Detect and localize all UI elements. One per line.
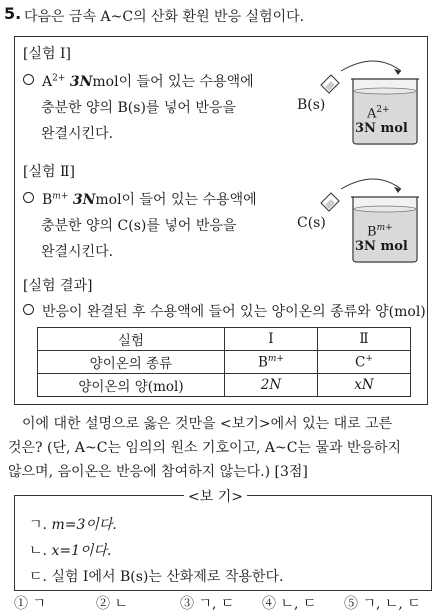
choice-1[interactable]: ① ㄱ [14, 596, 46, 612]
experiment1-heading: [실험 Ⅰ] [23, 46, 71, 62]
table-cell: $B^{m+}$ [224, 351, 317, 374]
bullet-icon [23, 74, 34, 85]
table-cell: 양이온의 양(mol) [38, 374, 225, 397]
instruction-line3: 않으며, 음이온은 반응에 참여하지 않는다.) [3점] [8, 464, 308, 480]
experiment1-solid-label: B(s) [297, 97, 326, 113]
table-cell: C+ [317, 351, 410, 374]
experiment2-heading: [실험 Ⅱ] [23, 164, 75, 180]
choice-3[interactable]: ③ ㄱ, ㄷ [180, 596, 235, 612]
question-number: 5. [4, 4, 22, 23]
metal-chip-icon [321, 193, 339, 211]
instruction-line2: 것은? (단, A~C는 임의의 원소 기호이고, A~C는 물과 반응하지 [8, 440, 402, 456]
experiment2-beaker-ion: $B^{m+}$ [367, 223, 393, 240]
experiment1-line2: 충분한 양의 B(s)를 넣어 반응을 [41, 100, 236, 116]
arrow-curve [341, 179, 401, 189]
experiment1-line3: 완결시킨다. [41, 126, 114, 142]
choice-4[interactable]: ④ ㄴ, ㄷ [262, 596, 317, 612]
experiment1-line1: $A^{2+}$ 3Nmol이 들어 있는 수용액에 [23, 71, 254, 91]
instruction-line1: 이에 대한 설명으로 옳은 것만을 <보기>에서 있는 대로 고른 [22, 416, 393, 432]
experiment2-line2: 충분한 양의 C(s)를 넣어 반응을 [41, 218, 237, 234]
experiment2-line1: $B^{m+}$ 3Nmol이 들어 있는 수용액에 [23, 189, 257, 209]
results-table [37, 327, 411, 397]
experiment2-line3: 완결시킨다. [41, 244, 114, 260]
question-stem: 다음은 금속 A~C의 산화 환원 반응 실험이다. [24, 9, 305, 25]
table-row [38, 374, 411, 397]
table-cell: 2N [224, 374, 317, 397]
bullet-icon [23, 304, 34, 315]
table-header-cell: Ⅰ [224, 328, 317, 351]
bogi-item: ㄱ. m=3이다. [29, 517, 117, 533]
bullet-icon [23, 192, 34, 203]
instruction-paragraph [8, 412, 433, 484]
experiment1-beaker-amount: 3N mol [355, 121, 408, 136]
bogi-item: ㄷ. 실험 Ⅰ에서 B(s)는 산화제로 작용한다. [29, 569, 284, 585]
table-cell: 양이온의 종류 [38, 351, 225, 374]
bogi-item: ㄴ. x=1이다. [29, 543, 112, 559]
table-cell: xN [317, 374, 410, 397]
bogi-title: <보 기> [184, 486, 247, 506]
choice-2[interactable]: ② ㄴ [96, 596, 128, 612]
results-heading: [실험 결과] [23, 278, 93, 294]
table-header-row [38, 328, 411, 351]
experiment-box [14, 36, 428, 405]
arrow-curve [341, 61, 401, 71]
experiment2-beaker-amount: 3N mol [355, 239, 408, 254]
experiment2-solid-label: C(s) [297, 215, 326, 231]
table-header-cell: 실험 [38, 328, 225, 351]
table-row [38, 351, 411, 374]
bogi-box [14, 495, 432, 591]
choice-5[interactable]: ⑤ ㄱ, ㄴ, ㄷ [344, 596, 421, 612]
experiment1-beaker-ion: $A^{2+}$ [367, 105, 390, 122]
metal-chip-icon [321, 75, 339, 93]
results-description: 반응이 완결된 후 수용액에 들어 있는 양이온의 종류와 양(mol) [23, 301, 426, 321]
table-header-cell: Ⅱ [317, 328, 410, 351]
